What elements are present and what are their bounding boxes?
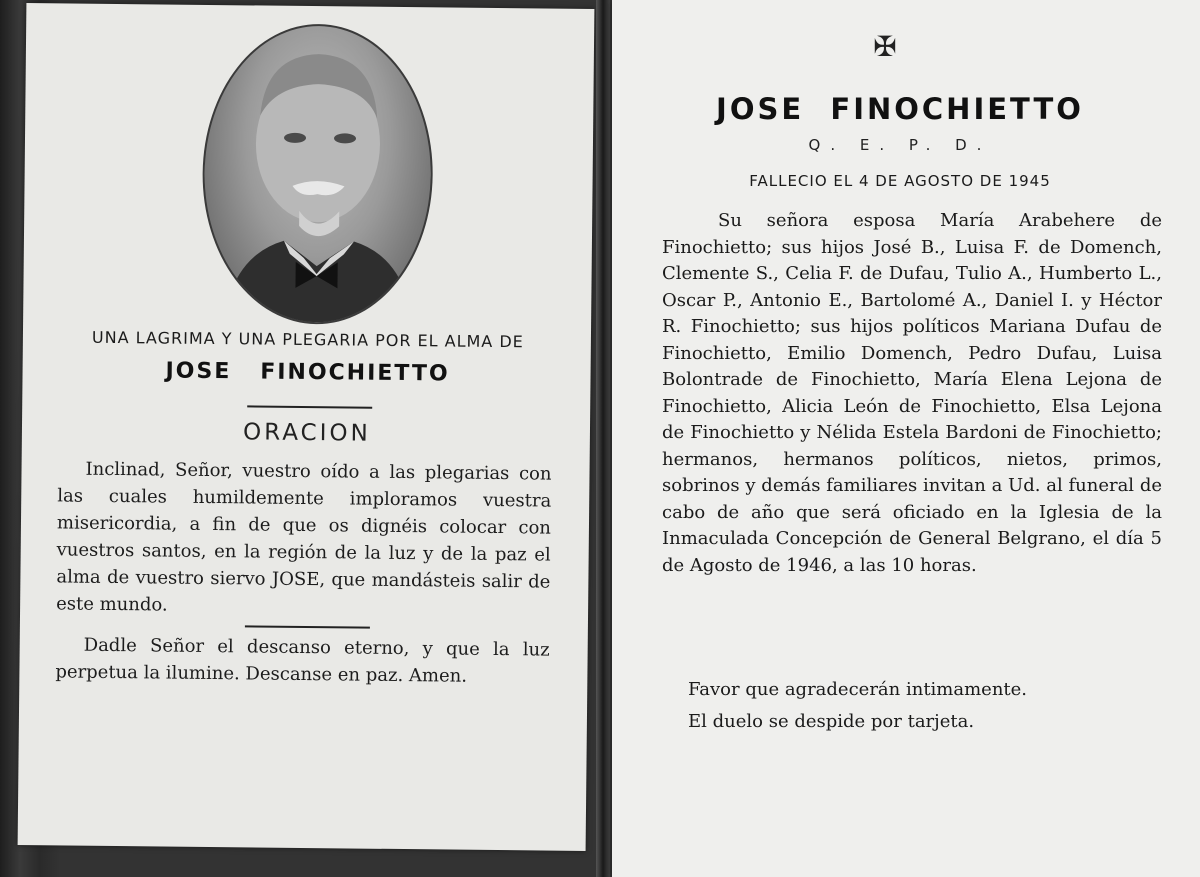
right-deceased-name: JOSE FINOCHIETTO bbox=[716, 92, 1084, 126]
qepd-abbreviation: Q. E. P. D. bbox=[808, 136, 992, 154]
prayer-title: ORACION bbox=[242, 419, 371, 447]
left-deceased-name: JOSE FINOCHIETTO bbox=[165, 358, 450, 387]
divider-bottom bbox=[245, 625, 370, 628]
cross-icon: ✠ bbox=[873, 30, 897, 63]
closing-lines bbox=[688, 674, 1148, 738]
portrait-figure bbox=[203, 25, 432, 323]
family-invitation-text bbox=[662, 208, 1162, 579]
left-subtitle: UNA LAGRIMA Y UNA PLEGARIA POR EL ALMA DE bbox=[91, 327, 524, 352]
portrait-photo bbox=[201, 23, 434, 325]
death-date-notice: FALLECIO EL 4 DE AGOSTO DE 1945 bbox=[749, 172, 1051, 190]
prayer-text: Inclinad, Señor, vuestro oído a las plegarias con las cuales humildemente imploramos vuestra misericordia, a fin de que os dignéis colocar con vuestros santos, en la región de la luz y de la paz el alma de vuestro siervo JOSE, que mandásteis salir de este mundo. bbox=[56, 458, 552, 616]
divider-top bbox=[247, 405, 372, 408]
closing-prayer-text: Dadle Señor el descanso eterno, y que la luz perpetua la ilumine. Descanse en paz. Amen. bbox=[55, 634, 550, 687]
left-card bbox=[18, 3, 595, 851]
invitation-paragraph: Su señora esposa María Arabehere de Finochietto; sus hijos José B., Luisa F. de Domench, Clemente S., Celia F. de Dufau, Tulio A., Humberto L., Oscar P., Antonio E., Bartolomé A., Daniel I. y Héctor R. Finochietto; sus hijos políticos Mariana Dufau de Finochietto, Emilio Domench, Pedro Dufau, Luisa Bolontrade de Finochietto, María Elena Lejona de Finochietto, Alicia León de Finochietto, Elsa Lejona de Finochietto y Nélida Estela Bardoni de Finochietto; hermanos, hermanos políticos, nietos, primos, sobrinos y demás familiares invitan a Ud. al funeral de cabo de año que será oficiado en la Iglesia de la Inmaculada Concepción de General Belgrano, el día 5 de Agosto de 1946, a las 10 horas. bbox=[662, 210, 1162, 576]
closing-prayer-block bbox=[55, 631, 550, 690]
card-fold bbox=[596, 0, 610, 877]
prayer-block bbox=[56, 455, 552, 622]
thanks-line: Favor que agradecerán intimamente. bbox=[688, 679, 1028, 700]
farewell-line: El duelo se despide por tarjeta. bbox=[688, 711, 975, 732]
